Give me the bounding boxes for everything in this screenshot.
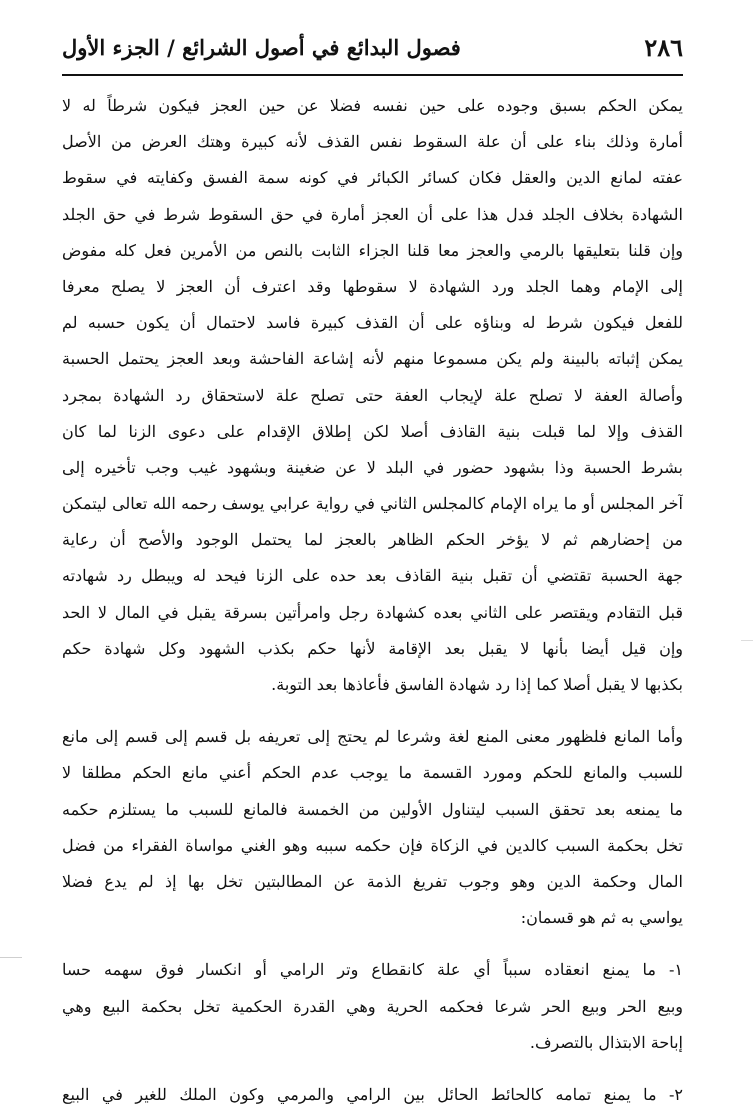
text-line: وإن قلنا بتعليقها بالرمي والعجز معا قلنا الجزاء الثابت بالنص من الأمرين فعل كله مفوض	[62, 240, 683, 260]
text-line: المال وحكمة الدين وهو وجوب تفريغ الذمة عن المطالبتين تخل بها إذ لم يدع فضلا	[62, 871, 683, 891]
text-line: للفعل فيكون شرط له وبناؤه على أن القذف كبيرة فاسد لاحتمال أن يكون حسبه لم	[62, 313, 683, 333]
text-line: جهة الحسبة تقتضي أن تقبل بنية القاذف بعد حده على الزنا فيحد له ويبطل رد شهادته	[62, 566, 683, 586]
text-line: وإن قيل أيضا بأنها لا يقبل بعد الإقامة لأنها حكم بكذب الشهود وكل شهادة حكم	[62, 638, 683, 658]
text-line: يمكن الحكم بسبق وجوده على حين نفسه فضلا عن حين العجز فيكون شرطاً له لا	[62, 96, 683, 115]
text-line: ١- ما يمنع انعقاده سبباً أي علة كانقطاع وتر الرامي أو انكسار فوق سهمه حسا	[62, 960, 683, 980]
text-line: بشرط الحسبة وذا بشهود حضور في البلد لا عن ضغينة وبشهود غيب وجب تأخيره إلى	[62, 457, 683, 477]
page-header	[62, 30, 683, 70]
running-title: فصول البدائع في أصول الشرائع / الجزء الأول	[62, 35, 461, 60]
margin-mark	[741, 640, 753, 641]
text-line: يواسي به ثم هو قسمان:	[520, 908, 683, 928]
text-line: أمارة وذلك بناء على أن علة السقوط نفس القذف لأنه كبيرة وهتك العرض من الأصل	[62, 132, 683, 152]
list-item-2	[62, 1077, 683, 1113]
text-line: وأما المانع فلظهور معنى المنع لغة وشرعا لم يحتج إلى تعريفه بل قسم إلى قسم إلى مانع	[62, 727, 683, 747]
paragraph-gap	[62, 703, 683, 719]
page-number: ٢٨٦	[644, 33, 683, 62]
list-item-1	[62, 952, 683, 1061]
body-text	[62, 88, 683, 1113]
paragraph-1	[62, 88, 683, 703]
text-line: للسبب والمانع للحكم ومورد القسمة ما يوجب عدم الحكم أعني مانع الحكم مطلقا لا	[62, 763, 683, 783]
text-line: آخر المجلس أو ما يراه الإمام كالمجلس الثاني في رواية عرابي يوسف رحمه الله تعالى ليتمكن	[62, 494, 683, 514]
header-divider	[62, 74, 683, 76]
text-line: ما يمنعه بعد تحقق السبب ليتناول الأولين من الخمسة فالمانع للسبب ما يستلزم حكمه	[62, 799, 683, 819]
text-line: ٢- ما يمنع تمامه كالحائط الحائل بين الرامي والمرمي وكون الملك للغير في البيع	[62, 1084, 683, 1104]
text-line: تخل بحكمة السبب كالدين في الزكاة فإن حكمه سببه وهو الغني مواساة الفقراء من فضل	[62, 835, 683, 855]
text-line: عفته لمانع الدين والعقل فكان كسائر الكبائر في كونه سمة الفسق وكفايته في سقوط	[62, 168, 683, 188]
text-line: القذف وإلا لما قبلت بنية القاذف أصلا لكن إطلاق الإقدام على دعوى الزنا لما كان	[62, 421, 683, 441]
text-line: قبل التقادم ويقتصر على الثاني بعده كشهادة رجل وامرأتين بسرقة يقبل في المال لا الحد	[62, 602, 683, 622]
text-line: بكذبها لا يقبل أصلا كما إذا رد شهادة الفاسق فأعاذها بعد التوبة.	[271, 675, 683, 694]
text-line: وأصالة العفة لا تصلح علة لإيجاب العفة حتى تصلح علة لاستحقاق رد الشهادة بمجرد	[62, 385, 683, 405]
paragraph-gap	[62, 936, 683, 952]
paragraph-2	[62, 719, 683, 936]
margin-mark	[0, 957, 22, 958]
text-line: يمكن إثباته بالبينة ولم يكن مسموعا منهم لأنه إشاعة الفاحشة وبعد العجز يحتمل الحسبة	[62, 349, 683, 369]
text-line: من إحضارهم ثم لا يؤخر الحكم الظاهر بالعجز لما يحتمل الوجود والأصح أن رعاية	[62, 530, 683, 550]
text-line: وبيع الحر وبيع الحر شرعا فحكمه الحرية وهي القدرة الحكمية تخل بحكمة البيع وهي	[62, 996, 683, 1016]
text-line: الشهادة بخلاف الجلد فدل هذا على أن العجز أمارة في حق السقوط شرط في حق الجلد	[62, 204, 683, 224]
text-line: إلى الإمام وهما الجلد ورد الشهادة لا سقوطها وقد اعترف أن العجز لا يصلح معرفا	[62, 276, 683, 296]
paragraph-gap	[62, 1061, 683, 1077]
text-line: إباحة الابتذال بالتصرف.	[529, 1032, 683, 1052]
